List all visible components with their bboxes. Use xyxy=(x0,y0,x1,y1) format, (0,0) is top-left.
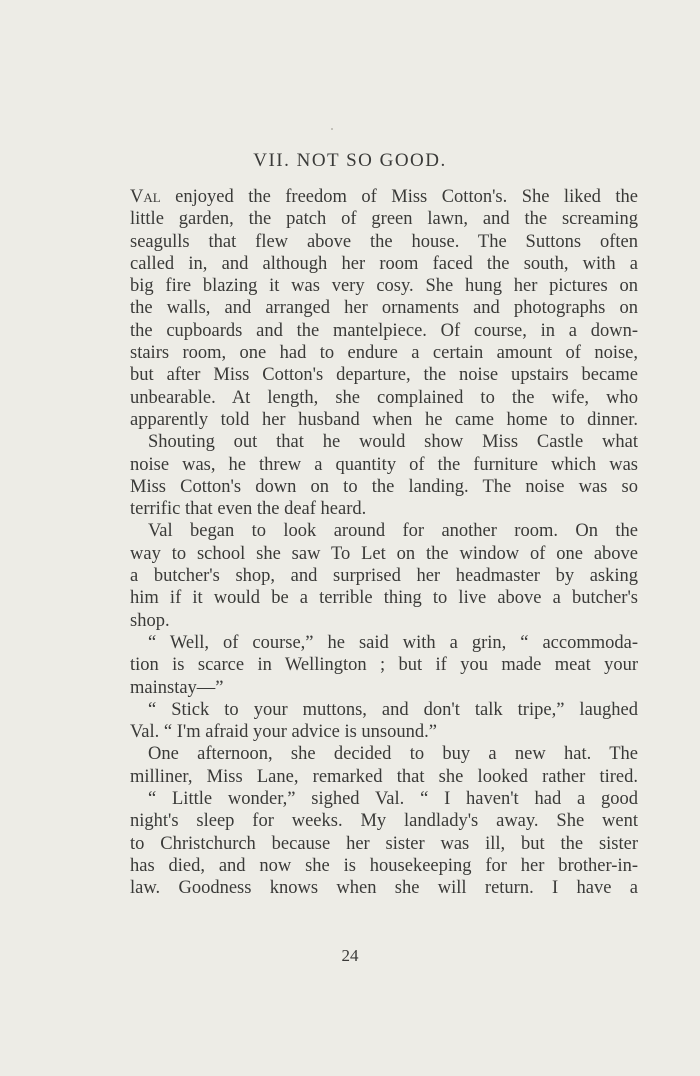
text-line xyxy=(130,208,638,230)
line-text: unbearable. At length, she complained to the wife, who xyxy=(130,387,638,408)
text-line xyxy=(130,610,638,632)
text-line xyxy=(130,721,638,743)
line-text: milliner, Miss Lane, remarked that she looked rather tired. xyxy=(130,766,638,787)
text-line xyxy=(130,297,638,319)
line-text: the walls, and arranged her ornaments and photographs on xyxy=(130,298,638,319)
text-line xyxy=(130,253,638,275)
page-number: 24 xyxy=(341,946,359,965)
text-line xyxy=(130,743,638,765)
line-text: little garden, the patch of green lawn, and the screaming xyxy=(130,209,638,230)
paper-speck xyxy=(331,128,333,130)
line-text: “ Stick to your muttons, and don't talk tripe,” laughed xyxy=(148,699,638,720)
text-line xyxy=(130,699,638,721)
text-line xyxy=(130,788,638,810)
line-text: but after Miss Cotton's departure, the noise upstairs became xyxy=(130,365,638,386)
text-line xyxy=(130,320,638,342)
text-line xyxy=(130,364,638,386)
opening-word: Val xyxy=(130,187,161,207)
text-line xyxy=(130,186,638,208)
line-text: noise was, he threw a quantity of the furniture which was xyxy=(130,454,638,475)
body-text xyxy=(130,186,638,900)
line-text: enjoyed the freedom of Miss Cotton's. She liked the xyxy=(160,187,638,207)
line-text: the cupboards and the mantelpiece. Of course, in a down- xyxy=(130,320,638,341)
text-line xyxy=(130,520,638,542)
line-text: has died, and now she is housekeeping for her brother-in- xyxy=(130,855,638,876)
text-line xyxy=(130,454,638,476)
line-text: Shouting out that he would show Miss Castle what xyxy=(148,432,638,453)
text-line xyxy=(130,632,638,654)
line-text: One afternoon, she decided to buy a new hat. The xyxy=(148,744,638,765)
line-text: law. Goodness knows when she will return. I have a xyxy=(130,878,638,899)
chapter-title: VII. NOT SO GOOD. xyxy=(253,150,447,171)
line-text: a butcher's shop, and surprised her headmaster by asking xyxy=(130,566,638,587)
line-text: big fire blazing it was very cosy. She hung her pictures on xyxy=(130,276,638,297)
text-line xyxy=(130,342,638,364)
line-text: Val. “ I'm afraid your advice is unsound.” xyxy=(130,722,437,743)
line-text: Val began to look around for another room. On the xyxy=(148,521,638,542)
line-text: him if it would be a terrible thing to live above a butcher's xyxy=(130,588,638,609)
text-line xyxy=(130,431,638,453)
line-text: “ Little wonder,” sighed Val. “ I haven't had a good xyxy=(148,789,638,810)
text-line xyxy=(130,387,638,409)
line-text: stairs room, one had to endure a certain amount of noise, xyxy=(130,343,638,364)
line-text: apparently told her husband when he came home to dinner. xyxy=(130,409,638,430)
text-line xyxy=(130,498,638,520)
line-text: way to school she saw To Let on the window of one above xyxy=(130,543,638,564)
line-text: night's sleep for weeks. My landlady's away. She went xyxy=(130,811,638,832)
line-text: “ Well, of course,” he said with a grin, “ accommoda- xyxy=(148,632,638,653)
line-text: seagulls that flew above the house. The Suttons often xyxy=(130,231,638,252)
text-line xyxy=(130,766,638,788)
line-text: shop. xyxy=(130,610,170,631)
line-text: mainstay—” xyxy=(130,677,224,698)
text-line xyxy=(130,833,638,855)
text-line xyxy=(130,877,638,899)
text-line xyxy=(130,810,638,832)
text-line xyxy=(130,587,638,609)
line-text: tion is scarce in Wellington ; but if you made meat your xyxy=(130,655,638,676)
line-text: terrific that even the deaf heard. xyxy=(130,499,367,520)
text-line xyxy=(130,677,638,699)
text-line xyxy=(130,654,638,676)
text-line xyxy=(130,855,638,877)
line-text: Miss Cotton's down on to the landing. The noise was so xyxy=(130,476,638,497)
text-line xyxy=(130,543,638,565)
text-line xyxy=(130,476,638,498)
text-line xyxy=(130,275,638,297)
text-line xyxy=(130,409,638,431)
line-text: called in, and although her room faced the south, with a xyxy=(130,253,638,274)
line-text: to Christchurch because her sister was ill, but the sister xyxy=(130,833,638,854)
text-line xyxy=(130,565,638,587)
text-line xyxy=(130,231,638,253)
